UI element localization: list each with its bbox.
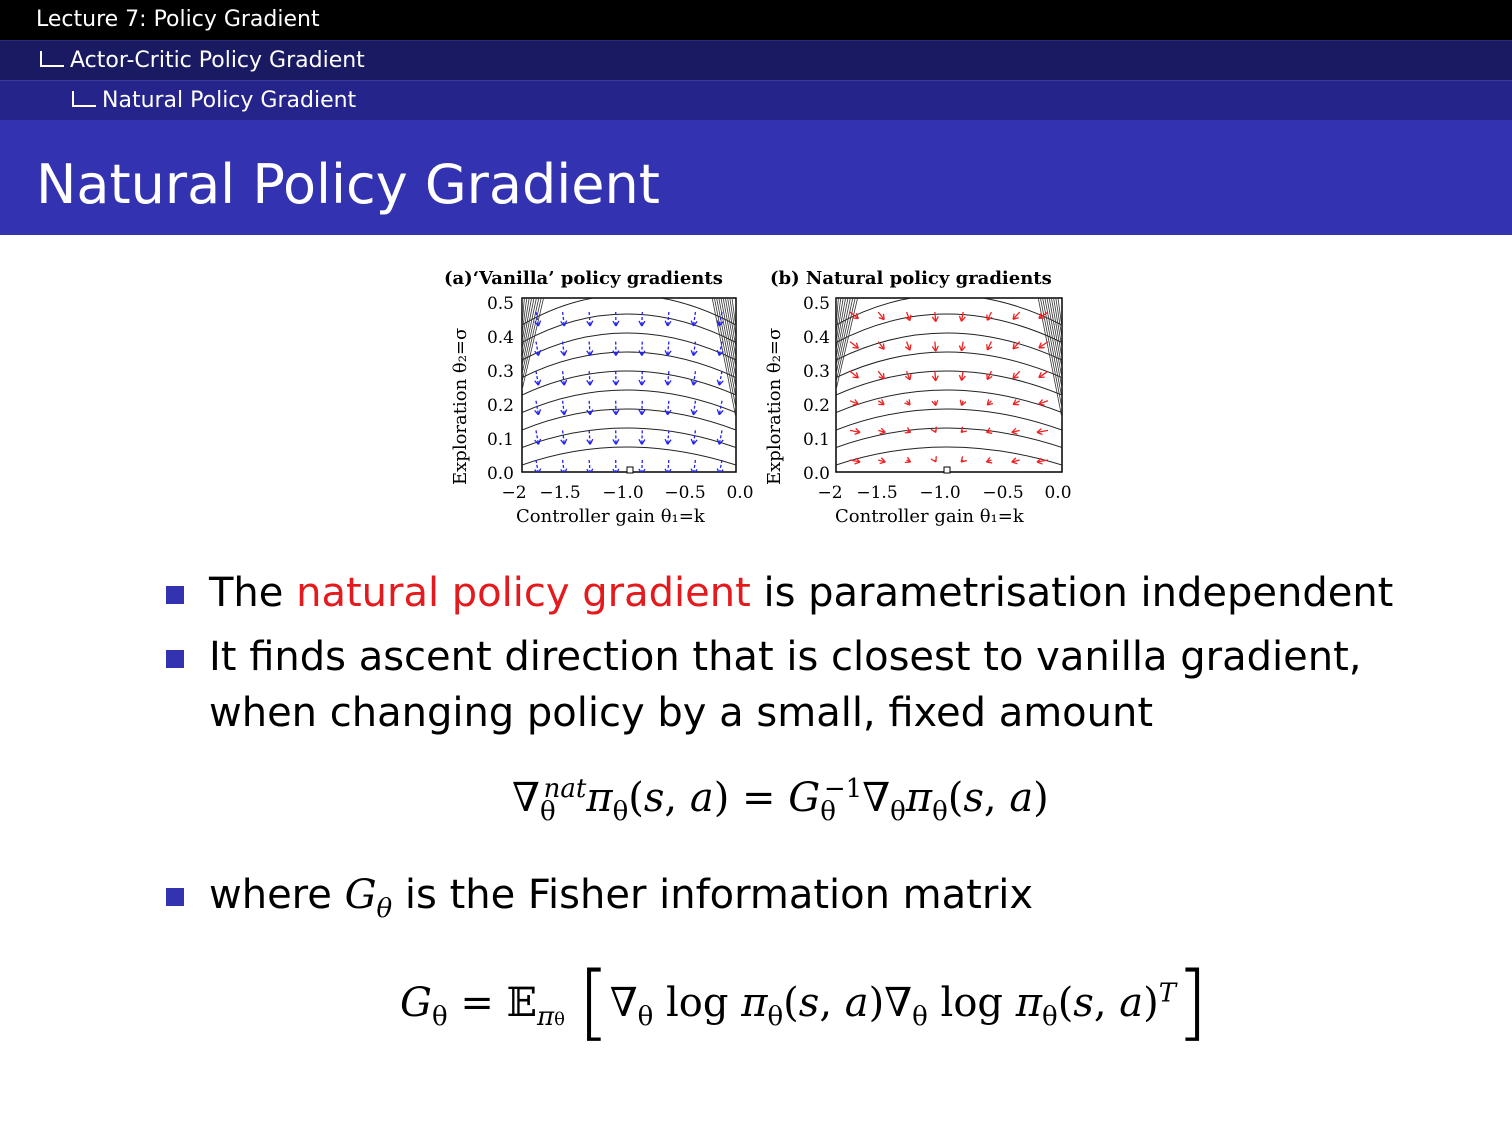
bullet-item [166,629,1409,741]
bullet-text: is parametrisation independent [750,570,1394,616]
xtick-b-1: −1.5 [856,483,898,503]
optimum-marker-a [627,467,633,473]
panel-a-ylabel: Exploration θ₂=σ [450,327,471,485]
ytick-a-4: 0.4 [486,328,514,348]
xtick-a-0: −2 [501,483,527,503]
bullet-text: The [209,570,297,616]
breadcrumb-subsection-label: Natural Policy Gradient [102,88,357,113]
ytick-a-1: 0.1 [486,430,514,450]
panel-b-xlabel: Controller gain θ₁=k [835,506,1024,527]
xtick-b-3: −0.5 [982,483,1024,503]
bullet-text: It finds ascent direction that is closest to vanilla gradient, [209,634,1362,680]
ytick-a-2: 0.2 [486,396,514,416]
ytick-b-2: 0.2 [802,396,830,416]
breadcrumb-lecture-label: Lecture 7: Policy Gradient [36,7,320,32]
xtick-a-3: −0.5 [664,483,706,503]
ytick-b-0: 0.0 [802,464,830,484]
ytick-b-4: 0.4 [802,328,830,348]
breadcrumb-subsection[interactable] [0,80,1512,120]
bullet-item [166,867,1033,923]
fisher-symbol: $G_\theta$ [344,872,393,924]
panel-b-ylabel: Exploration θ₂=σ [764,327,785,485]
xtick-a-4: 0.0 [726,483,754,503]
tree-branch-icon [72,91,96,107]
policy-gradient-figure [440,260,1080,535]
optimum-marker-b [944,467,950,473]
ytick-a-0: 0.0 [486,464,514,484]
natural-gradient-equation: $\nabla_\theta^{nat}\pi_\theta(s$, $a) = G_\theta^{-1}\nabla_\theta\pi_\theta(s$, a) [512,773,1049,827]
panel-b-axes [836,298,1062,472]
bullet-text: when changing policy by a small, fixed amount [209,690,1154,736]
xtick-b-0: −2 [817,483,843,503]
ytick-b-3: 0.3 [802,362,830,382]
ytick-a-3: 0.3 [486,362,514,382]
ytick-a-5: 0.5 [486,294,514,314]
breadcrumb-lecture[interactable] [0,0,1512,40]
frame-title: Natural Policy Gradient [36,153,660,216]
tree-branch-icon [40,51,64,67]
bullet-text: is the Fisher information matrix [392,872,1034,918]
ytick-b-5: 0.5 [802,294,830,314]
figure-svg [440,260,1080,535]
bullet-square-icon [166,650,184,668]
bullet-square-icon [166,888,184,906]
breadcrumb-section-label: Actor-Critic Policy Gradient [70,48,365,73]
xtick-b-2: −1.0 [919,483,961,503]
xtick-a-2: −1.0 [602,483,644,503]
breadcrumb-section[interactable] [0,40,1512,80]
panel-a-axes [522,298,736,472]
bullet-item [166,565,1393,621]
bullet-text: where [209,872,345,918]
ytick-b-1: 0.1 [802,430,830,450]
bullet-square-icon [166,586,184,604]
panel-a-title: (a)‘Vanilla’ policy gradients [444,268,723,289]
panel-a-xlabel: Controller gain θ₁=k [516,506,705,527]
highlight-text: natural policy gradient [296,570,751,616]
xtick-a-1: −1.5 [539,483,581,503]
panel-b-title: (b) Natural policy gradients [770,268,1052,289]
title-bar [0,120,1512,235]
xtick-b-4: 0.0 [1044,483,1072,503]
fisher-matrix-equation: $G_\theta$ = 𝔼$_{\pi\theta}$ [$\nabla_\theta$ $\log \pi_\theta(s$, $a)\nabla_\theta$ $\log \pi_\theta(s$, a)$^T$] [400,955,1209,1050]
